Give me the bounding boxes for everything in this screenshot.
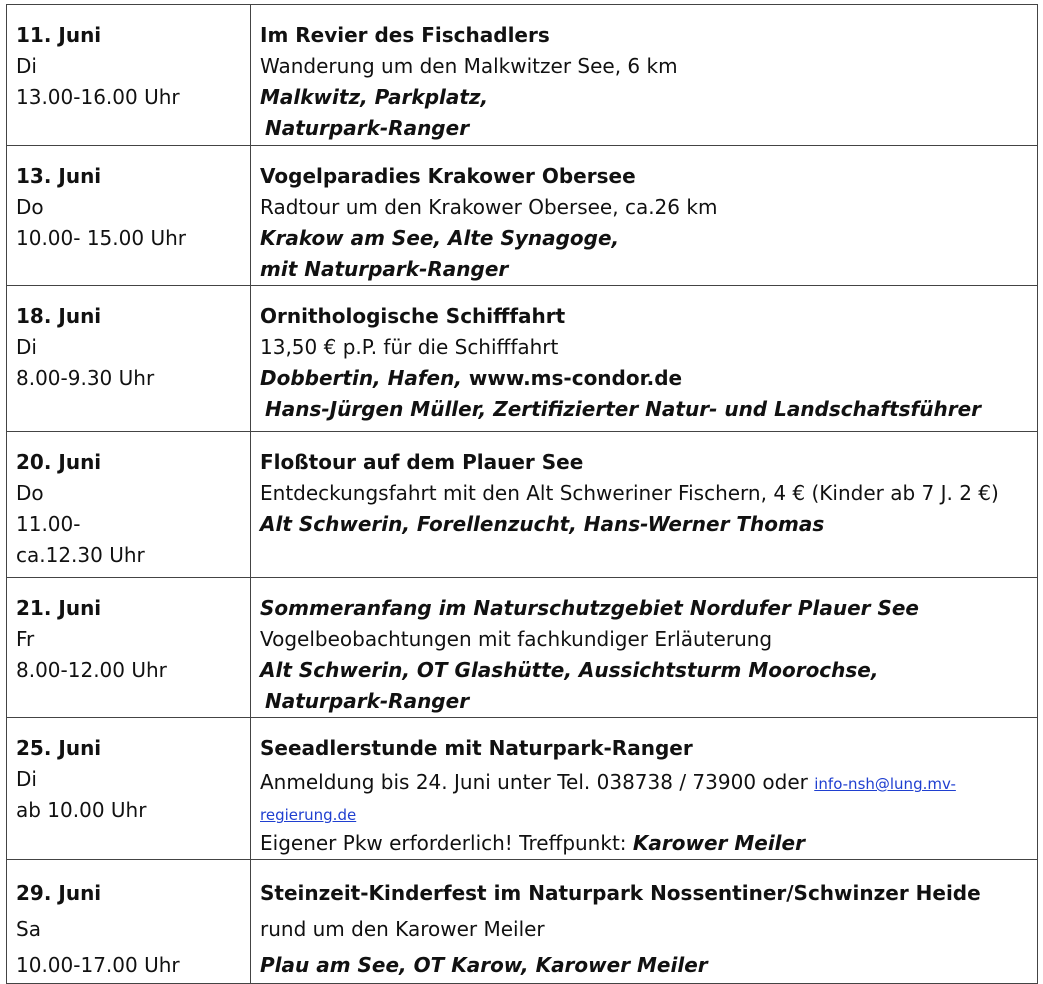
event-time-end: ca.12.30 Uhr <box>16 543 145 567</box>
event-date: 25. Juni <box>16 736 102 760</box>
event-location: Alt Schwerin, OT Glashütte, Aussichtsturm Moorochse, <box>260 658 879 682</box>
date-cell <box>7 146 251 286</box>
date-cell <box>7 432 251 578</box>
table-row <box>7 286 1038 432</box>
event-weekday: Fr <box>16 627 35 651</box>
email-link[interactable]: info-nsh@lung.mv- <box>814 775 956 793</box>
date-cell <box>7 718 251 860</box>
table-row <box>7 432 1038 578</box>
event-description: Entdeckungsfahrt mit den Alt Schweriner Fischern, 4 € (Kinder ab 7 J. 2 €) <box>260 481 999 505</box>
event-weekday: Di <box>16 335 37 359</box>
event-note: Eigener Pkw erforderlich! Treffpunkt: <box>260 831 633 855</box>
event-description: 13,50 € p.P. für die Schifffahrt <box>260 335 559 359</box>
event-date: 29. Juni <box>16 881 102 905</box>
event-date: 18. Juni <box>16 304 102 328</box>
event-title: Floßtour auf dem Plauer See <box>260 450 584 474</box>
event-location: Plau am See, OT Karow, Karower Meiler <box>260 953 708 977</box>
event-date: 13. Juni <box>16 164 102 188</box>
email-link-continuation[interactable]: regierung.de <box>260 806 357 824</box>
event-weekday: Do <box>16 481 44 505</box>
event-title: Sommeranfang im Naturschutzgebiet Nordufer Plauer See <box>260 596 919 620</box>
details-cell <box>251 432 1038 578</box>
event-location: Dobbertin, Hafen, <box>260 366 462 390</box>
event-date: 20. Juni <box>16 450 102 474</box>
date-cell <box>7 578 251 718</box>
table-row <box>7 578 1038 718</box>
table-row <box>7 146 1038 286</box>
event-title: Im Revier des Fischadlers <box>260 23 550 47</box>
event-time: 8.00-12.00 Uhr <box>16 658 167 682</box>
event-location: Alt Schwerin, Forellenzucht, Hans-Werner Thomas <box>260 512 825 536</box>
event-weekday: Do <box>16 195 44 219</box>
event-description: Vogelbeobachtungen mit fachkundiger Erläuterung <box>260 627 773 651</box>
event-time: 10.00-17.00 Uhr <box>16 953 180 977</box>
event-website: www.ms-condor.de <box>461 366 683 390</box>
event-registration: Anmeldung bis 24. Juni unter Tel. 038738 / 73900 oder <box>260 770 815 794</box>
event-title: Seeadlerstunde mit Naturpark-Ranger <box>260 736 693 760</box>
event-time: 8.00-9.30 Uhr <box>16 366 155 390</box>
date-cell <box>7 5 251 146</box>
table-row <box>7 860 1038 984</box>
event-weekday: Di <box>16 54 37 78</box>
event-weekday: Di <box>16 767 37 791</box>
event-note-line <box>260 828 1037 859</box>
email-link-continuation-line <box>260 802 1037 828</box>
event-leader: Hans-Jürgen Müller, Zertifizierter Natur- und Landschaftsführer <box>265 397 982 421</box>
event-location: Malkwitz, Parkplatz, <box>260 85 489 109</box>
event-title: Steinzeit-Kinderfest im Naturpark Nossentiner/Schwinzer Heide <box>260 881 981 905</box>
event-time-start: 11.00- <box>16 512 81 536</box>
event-description: rund um den Karower Meiler <box>260 917 545 941</box>
event-description: Wanderung um den Malkwitzer See, 6 km <box>260 54 678 78</box>
table-row <box>7 718 1038 860</box>
event-leader: mit Naturpark-Ranger <box>260 257 509 281</box>
event-title: Vogelparadies Krakower Obersee <box>260 164 636 188</box>
details-cell <box>251 286 1038 432</box>
details-cell <box>251 146 1038 286</box>
table-row <box>7 5 1038 146</box>
event-date: 11. Juni <box>16 23 102 47</box>
event-time: 13.00-16.00 Uhr <box>16 85 180 109</box>
event-table <box>6 4 1038 984</box>
event-registration-line <box>260 764 1037 802</box>
event-description: Radtour um den Krakower Obersee, ca.26 km <box>260 195 718 219</box>
date-cell <box>7 286 251 432</box>
event-leader: Naturpark-Ranger <box>265 116 470 140</box>
event-location: Krakow am See, Alte Synagoge, <box>260 226 620 250</box>
details-cell <box>251 578 1038 718</box>
event-time: ab 10.00 Uhr <box>16 798 147 822</box>
date-cell <box>7 860 251 984</box>
details-cell <box>251 5 1038 146</box>
details-cell <box>251 718 1038 860</box>
event-date: 21. Juni <box>16 596 102 620</box>
event-weekday: Sa <box>16 917 41 941</box>
event-location-line <box>260 363 1037 394</box>
event-title: Ornithologische Schifffahrt <box>260 304 566 328</box>
event-meeting-point: Karower Meiler <box>632 831 805 855</box>
event-leader: Naturpark-Ranger <box>265 689 470 713</box>
event-time: 10.00- 15.00 Uhr <box>16 226 186 250</box>
details-cell <box>251 860 1038 984</box>
